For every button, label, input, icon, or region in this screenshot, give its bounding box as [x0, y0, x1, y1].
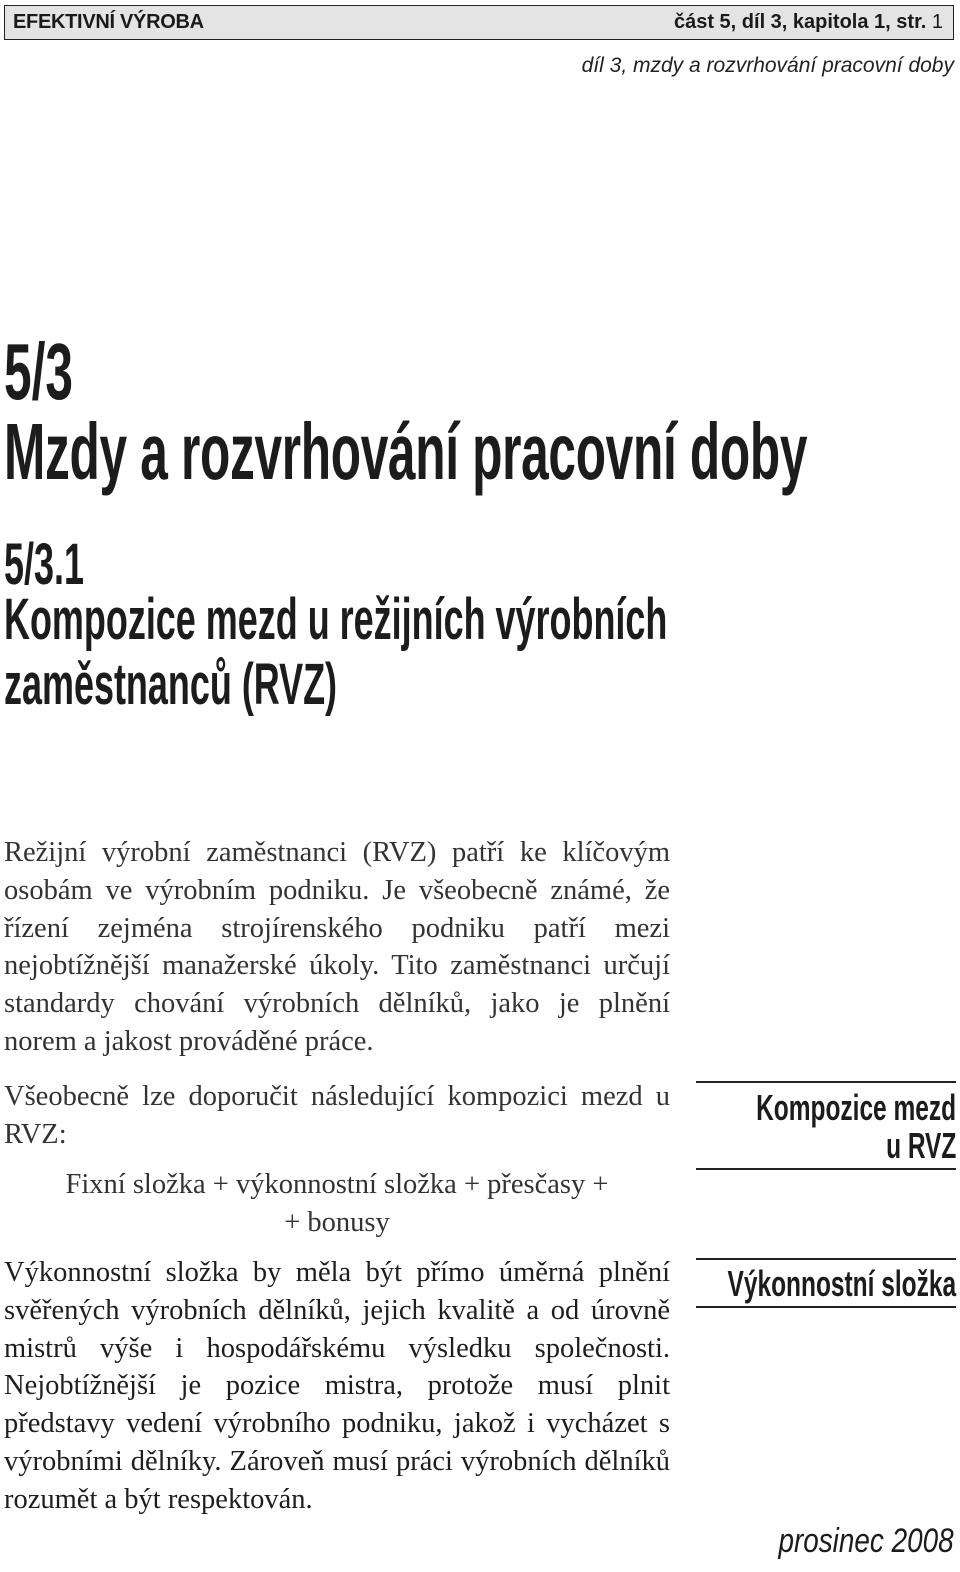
issue-date: prosinec 2008 [778, 1522, 954, 1560]
chapter-title: Mzdy a rozvrhování pracovní doby [4, 407, 808, 496]
section-title-line1: Kompozice mezd u režijních výrobních [4, 587, 668, 652]
paragraph-performance: Výkonnostní složka by měla být přímo úměrná plnění svěřených výrobních dělníků, jejich kvalitě a od úrovně mistrů výše i hospodářskému výsledku společnosti. Nejobtížnější je pozice mistra, protože musí plnit představy vedení výrobního podniku, jakož i vycházet s výrobními dělníky. Zároveň musí práci výrobních dělníků rozumět a být respektován. [4, 1257, 670, 1515]
running-header [4, 5, 954, 40]
section-title-line2: zaměstnanců (RVZ) [4, 652, 338, 717]
wage-formula [4, 1166, 670, 1242]
margin-label-composition [696, 1081, 956, 1170]
margin-label-composition-line1: Kompozice mezd [756, 1087, 956, 1128]
page-location [674, 11, 943, 34]
part-subheader: díl 3, mzdy a rozvrhování pracovní doby [581, 54, 954, 77]
margin-label-composition-line2: u RVZ [885, 1125, 956, 1166]
paragraph-intro: Režijní výrobní zaměstnanci (RVZ) patří ke klíčovým osobám ve výrobním podniku. Je všeobecně známé, že řízení zejména strojírenského podniku patří mezi nejobtížnější manažerské úkoly. Tito zaměstnanci určují standardy chování výrobních dělníků, jako je plnění norem a jakost prováděné práce. [4, 837, 670, 1057]
chapter-number: 5/3 [4, 327, 73, 416]
margin-label-performance-text: Výkonnostní složka [727, 1263, 956, 1304]
page-number: 1 [926, 11, 943, 33]
formula-line1: Fixní složka + výkonnostní složka + přesčasy + [65, 1169, 609, 1200]
page-location-text: část 5, díl 3, kapitola 1, str. [673, 11, 927, 33]
publication-title: EFEKTIVNÍ VÝROBA [13, 11, 204, 33]
paragraph-composition: Všeobecně lze doporučit následující kompozici mezd u RVZ: [4, 1081, 670, 1150]
section-number: 5/3.1 [4, 532, 84, 597]
margin-label-performance [696, 1258, 956, 1308]
formula-line2: + bonusy [284, 1206, 390, 1238]
